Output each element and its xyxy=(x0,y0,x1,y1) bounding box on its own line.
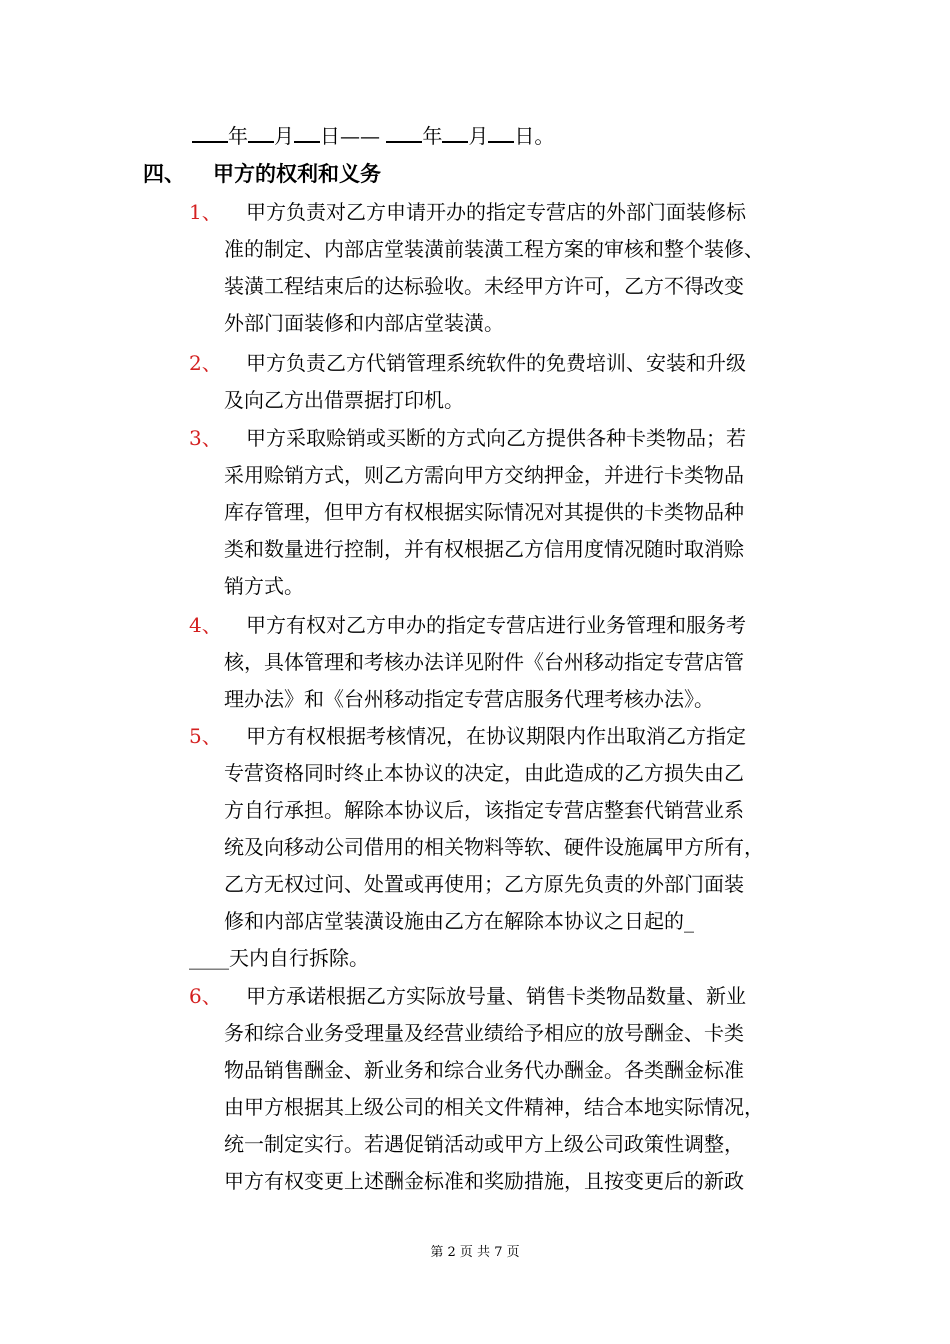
month-label: 月 xyxy=(274,124,294,148)
clause-text-line: 甲方有权变更上述酬金标准和奖励措施，且按变更后的新政 xyxy=(224,1169,744,1193)
section-heading xyxy=(143,158,381,190)
day-blank xyxy=(294,121,320,143)
day-label: 日。 xyxy=(514,124,555,148)
clause-number: 4、 xyxy=(189,613,222,637)
clause-text-line: 统及向移动公司借用的相关物料等软、硬件设施属甲方所有， xyxy=(224,835,764,859)
clause-text-line: 统一制定实行。若遇促销活动或甲方上级公司政策性调整， xyxy=(224,1132,744,1156)
clause-text-line: 准的制定、内部店堂装潢前装潢工程方案的审核和整个装修、 xyxy=(224,237,764,261)
day-blank xyxy=(488,121,514,143)
clause-text-line: 乙方无权过问、处置或再使用；乙方原先负责的外部门面装 xyxy=(224,872,744,896)
clause-text-line: 类和数量进行控制，并有权根据乙方信用度情况随时取消赊 xyxy=(224,537,744,561)
month-blank xyxy=(442,121,468,143)
clause-number: 3、 xyxy=(189,426,222,450)
clause-text-line: 方自行承担。解除本协议后，该指定专营店整套代销营业系 xyxy=(224,798,744,822)
clause-text-line: 外部门面装修和内部店堂装潢。 xyxy=(224,311,504,335)
clause-text-line: 专营资格同时终止本协议的决定，由此造成的乙方损失由乙 xyxy=(224,761,744,785)
year-blank xyxy=(192,121,228,143)
clause-text-line: 务和综合业务受理量及经营业绩给予相应的放号酬金、卡类 xyxy=(224,1021,744,1045)
clause-text-line: 采用赊销方式，则乙方需向甲方交纳押金，并进行卡类物品 xyxy=(224,463,744,487)
clause-number: 2、 xyxy=(189,351,222,375)
clause-text-line: 甲方采取赊销或买断的方式向乙方提供各种卡类物品；若 xyxy=(246,426,746,450)
clause-text-line: 销方式。 xyxy=(224,574,304,598)
clause-text-line: 甲方有权根据考核情况，在协议期限内作出取消乙方指定 xyxy=(246,724,746,748)
year-blank xyxy=(386,121,422,143)
clause-text-line: 甲方有权对乙方申办的指定专营店进行业务管理和服务考 xyxy=(246,613,746,637)
section-number: 四、 xyxy=(143,161,185,186)
clause-text-line: 甲方负责乙方代销管理系统软件的免费培训、安装和升级 xyxy=(246,351,746,375)
page-footer: 第 2 页 共 7 页 xyxy=(430,1245,520,1260)
clause-number: 6、 xyxy=(189,984,222,1008)
clause-number: 5、 xyxy=(189,724,222,748)
year-label: 年 xyxy=(422,124,443,148)
month-label: 月 xyxy=(468,124,489,148)
clause-text-line: ____天内自行拆除。 xyxy=(189,946,369,970)
clause-text-line: 库存管理，但甲方有权根据实际情况对其提供的卡类物品种 xyxy=(224,500,744,524)
clause-text-line: 由甲方根据其上级公司的相关文件精神，结合本地实际情况， xyxy=(224,1095,764,1119)
date-range-line xyxy=(192,121,554,151)
clause-text-line: 及向乙方出借票据打印机。 xyxy=(224,388,464,412)
clause-text-line: 甲方负责对乙方申请开办的指定专营店的外部门面装修标 xyxy=(246,200,746,224)
section-title: 甲方的权利和义务 xyxy=(213,161,381,186)
year-label: 年 xyxy=(228,124,248,148)
clause-text-line: 修和内部店堂装潢设施由乙方在解除本协议之日起的_ xyxy=(224,909,694,933)
clause-number: 1、 xyxy=(189,200,222,224)
day-label: 日—— xyxy=(320,124,380,148)
clause-text-line: 核，具体管理和考核办法详见附件《台州移动指定专营店管 xyxy=(224,650,744,674)
clause-text-line: 物品销售酬金、新业务和综合业务代办酬金。各类酬金标准 xyxy=(224,1058,744,1082)
clause-text-line: 装潢工程结束后的达标验收。未经甲方许可，乙方不得改变 xyxy=(224,274,744,298)
clause-text-line: 甲方承诺根据乙方实际放号量、销售卡类物品数量、新业 xyxy=(246,984,746,1008)
month-blank xyxy=(248,121,274,143)
clause-text-line: 理办法》和《台州移动指定专营店服务代理考核办法》。 xyxy=(224,687,714,711)
